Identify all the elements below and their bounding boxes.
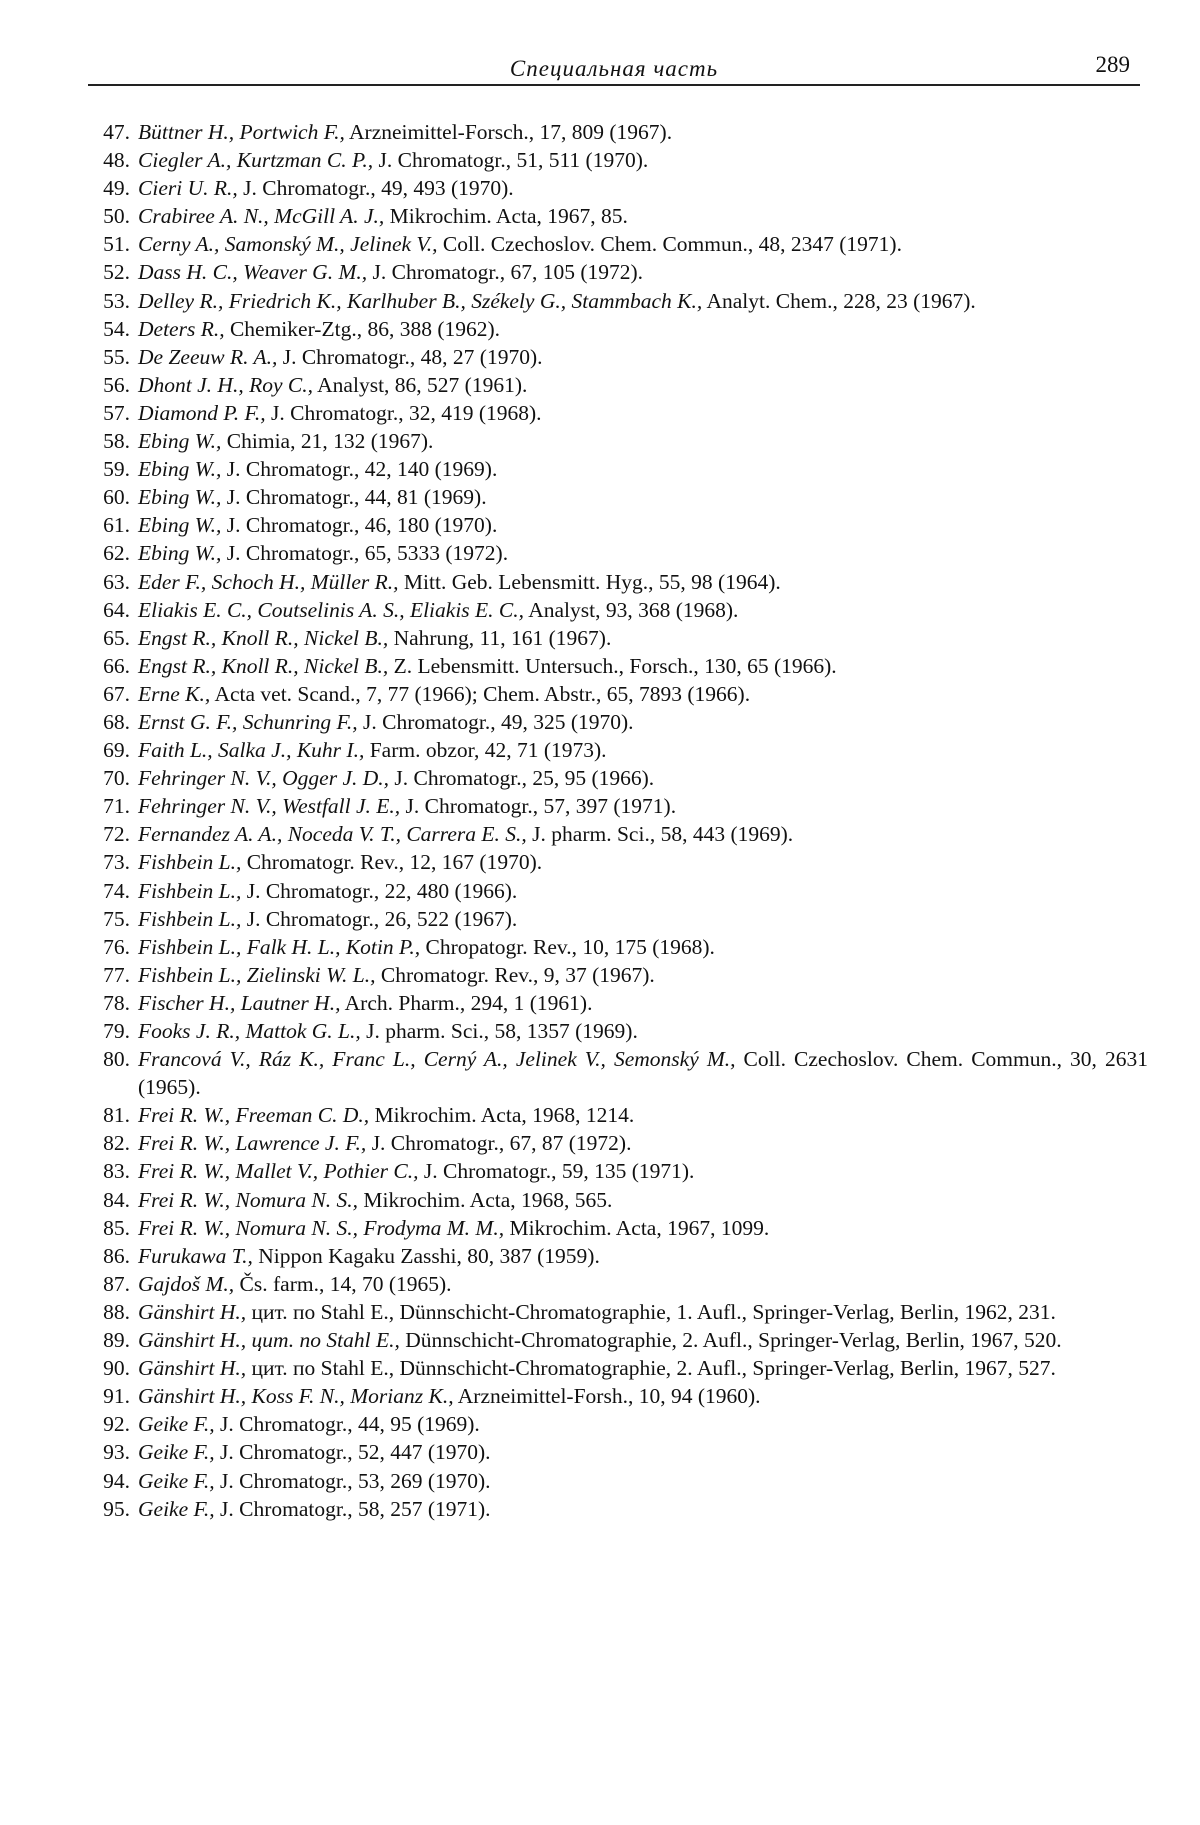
- reference-number: 77.: [103, 962, 130, 987]
- reference-citation: Z. Lebensmitt. Untersuch., Forsch., 130, 65 (1966).: [388, 653, 837, 678]
- reference-item: [88, 933, 1148, 961]
- reference-authors: Ciegler A., Kurtzman C. P.,: [138, 148, 374, 173]
- reference-number: 73.: [103, 850, 130, 875]
- reference-authors: Eliakis E. C., Coutselinis A. S., Eliakis E. C.,: [138, 597, 525, 622]
- reference-item: [88, 877, 1148, 905]
- reference-number: 48.: [103, 148, 130, 173]
- reference-item: [88, 315, 1148, 343]
- reference-authors: Fischer H., Lautner H.,: [138, 990, 341, 1015]
- reference-citation: Coll. Czechoslov. Chem. Commun., 30, 2631 (1965).: [138, 1047, 1148, 1100]
- reference-authors: Crabiree A. N., McGill A. J.,: [138, 204, 385, 229]
- reference-item: [88, 764, 1148, 792]
- reference-number: 83.: [103, 1159, 130, 1184]
- reference-citation: Arch. Pharm., 294, 1 (1961).: [340, 990, 593, 1015]
- reference-citation: Mitt. Geb. Lebensmitt. Hyg., 55, 98 (1964).: [398, 569, 781, 594]
- reference-item: [88, 539, 1148, 567]
- page-header: [88, 52, 1140, 86]
- reference-item: [88, 1017, 1148, 1045]
- reference-citation: Dünnschicht-Chromatographie, 2. Aufl., Springer-Verlag, Berlin, 1967, 520.: [399, 1328, 1062, 1353]
- reference-number: 71.: [103, 794, 130, 819]
- reference-number: 56.: [103, 372, 130, 397]
- reference-number: 72.: [103, 822, 130, 847]
- reference-authors: Frei R. W., Nomura N. S.,: [138, 1187, 358, 1212]
- reference-citation: J. Chromatogr., 44, 81 (1969).: [221, 485, 487, 510]
- reference-number: 69.: [103, 738, 130, 763]
- reference-citation: Analyst, 86, 527 (1961).: [312, 372, 528, 397]
- reference-citation: J. Chromatogr., 48, 27 (1970).: [277, 344, 543, 369]
- reference-number: 68.: [103, 709, 130, 734]
- reference-citation: J. Chromatogr., 42, 140 (1969).: [221, 457, 498, 482]
- reference-citation: Acta vet. Scand., 7, 77 (1966); Chem. Abstr., 65, 7893 (1966).: [210, 681, 751, 706]
- reference-authors: Frei R. W., Lawrence J. F.,: [138, 1131, 367, 1156]
- reference-number: 94.: [103, 1468, 130, 1493]
- reference-item: [88, 455, 1148, 483]
- reference-citation: J. Chromatogr., 26, 522 (1967).: [241, 906, 518, 931]
- reference-item: [88, 1270, 1148, 1298]
- reference-citation: Chromatogr. Rev., 9, 37 (1967).: [375, 962, 655, 987]
- reference-citation: J. Chromatogr., 58, 257 (1971).: [214, 1496, 491, 1521]
- reference-number: 76.: [103, 934, 130, 959]
- reference-item: [88, 287, 1148, 315]
- reference-item: [88, 1382, 1148, 1410]
- reference-number: 54.: [103, 316, 130, 341]
- reference-authors: Büttner H., Portwich F.,: [138, 120, 345, 144]
- running-title: Специальная часть: [509, 56, 719, 81]
- reference-citation: Chimia, 21, 132 (1967).: [221, 429, 434, 454]
- reference-authors: Fishbein L.,: [138, 906, 242, 931]
- reference-item: [88, 680, 1148, 708]
- reference-number: 93.: [103, 1440, 130, 1465]
- reference-authors: Gajdoš M.,: [138, 1271, 235, 1296]
- reference-number: 57.: [103, 400, 130, 425]
- reference-citation: J. Chromatogr., 59, 135 (1971).: [418, 1159, 695, 1184]
- reference-authors: De Zeeuw R. A.,: [138, 344, 278, 369]
- reference-number: 89.: [103, 1328, 130, 1353]
- reference-authors: Ernst G. F., Schunring F.,: [138, 709, 358, 734]
- reference-number: 87.: [103, 1271, 130, 1296]
- reference-number: 86.: [103, 1243, 130, 1268]
- reference-authors: Fehringer N. V., Ogger J. D.,: [138, 766, 390, 791]
- reference-citation: J. Chromatogr., 25, 95 (1966).: [389, 766, 655, 791]
- reference-item: [88, 596, 1148, 624]
- reference-item: [88, 708, 1148, 736]
- reference-number: 50.: [103, 204, 130, 229]
- reference-item: [88, 343, 1148, 371]
- reference-citation: Mikrochim. Acta, 1967, 85.: [384, 204, 628, 229]
- reference-number: 59.: [103, 457, 130, 482]
- reference-number: 64.: [103, 597, 130, 622]
- reference-item: [88, 624, 1148, 652]
- reference-authors: Dass H. C., Weaver G. M.,: [138, 260, 368, 285]
- reference-number: 62.: [103, 541, 130, 566]
- reference-item: [88, 1298, 1148, 1326]
- reference-item: [88, 483, 1148, 511]
- reference-citation: Arzneimittel-Forsch., 17, 809 (1967).: [344, 120, 673, 144]
- reference-item: [88, 820, 1148, 848]
- reference-number: 92.: [103, 1412, 130, 1437]
- reference-number: 52.: [103, 260, 130, 285]
- reference-number: 78.: [103, 990, 130, 1015]
- reference-citation: J. Chromatogr., 67, 105 (1972).: [367, 260, 644, 285]
- reference-item: [88, 427, 1148, 455]
- reference-item: [88, 989, 1148, 1017]
- reference-item: [88, 146, 1148, 174]
- reference-authors: Fishbein L.,: [138, 878, 242, 903]
- reference-number: 65.: [103, 625, 130, 650]
- reference-number: 70.: [103, 766, 130, 791]
- reference-authors: Fishbein L.,: [138, 850, 242, 875]
- reference-number: 49.: [103, 176, 130, 201]
- reference-authors: Geike F.,: [138, 1440, 215, 1465]
- reference-item: [88, 1214, 1148, 1242]
- reference-number: 81.: [103, 1103, 130, 1128]
- reference-number: 51.: [103, 232, 130, 257]
- reference-item: [88, 258, 1148, 286]
- reference-number: 66.: [103, 653, 130, 678]
- reference-authors: Gänshirt H., цит. по Stahl E.,: [138, 1328, 400, 1353]
- reference-authors: Engst R., Knoll R., Nickel B.,: [138, 653, 389, 678]
- reference-item: [88, 905, 1148, 933]
- reference-authors: Furukawa T.,: [138, 1243, 253, 1268]
- reference-number: 55.: [103, 344, 130, 369]
- reference-citation: J. Chromatogr., 51, 511 (1970).: [373, 148, 649, 173]
- reference-citation: J. Chromatogr., 46, 180 (1970).: [221, 513, 498, 538]
- reference-authors: Engst R., Knoll R., Nickel B.,: [138, 625, 389, 650]
- reference-authors: Gänshirt H.,: [138, 1356, 247, 1381]
- reference-authors: Diamond P. F.,: [138, 400, 266, 425]
- reference-authors: Frei R. W., Nomura N. S., Frodyma M. M.,: [138, 1215, 505, 1240]
- reference-citation: J. Chromatogr., 57, 397 (1971).: [400, 794, 677, 819]
- reference-item: [88, 848, 1148, 876]
- reference-number: 61.: [103, 513, 130, 538]
- reference-item: [88, 1045, 1148, 1101]
- reference-citation: J. pharm. Sci., 58, 1357 (1969).: [360, 1019, 638, 1043]
- reference-citation: Mikrochim. Acta, 1967, 1099.: [504, 1215, 770, 1240]
- reference-number: 90.: [103, 1356, 130, 1381]
- reference-citation: Analyt. Chem., 228, 23 (1967).: [702, 288, 976, 313]
- reference-citation: цит. по Stahl E., Dünnschicht-Chromatographie, 1. Aufl., Springer-Verlag, Berlin, 1962, 231.: [246, 1299, 1056, 1324]
- reference-authors: Gänshirt H., Koss F. N., Morianz K.,: [138, 1384, 454, 1409]
- reference-item: [88, 1157, 1148, 1185]
- reference-citation: Analyst, 93, 368 (1968).: [524, 597, 739, 622]
- reference-item: [88, 961, 1148, 989]
- reference-item: [88, 1101, 1148, 1129]
- reference-authors: Gänshirt H.,: [138, 1299, 247, 1324]
- reference-authors: Fernandez A. A., Noceda V. T., Carrera E. S.,: [138, 822, 527, 847]
- reference-item: [88, 118, 1148, 146]
- reference-item: [88, 652, 1148, 680]
- reference-item: [88, 174, 1148, 202]
- reference-authors: Geike F.,: [138, 1468, 215, 1493]
- reference-authors: Francová V., Ráz K., Franc L., Cerný A., Jelinek V., Semonský M.,: [138, 1047, 736, 1072]
- reference-number: 84.: [103, 1187, 130, 1212]
- reference-number: 67.: [103, 681, 130, 706]
- reference-item: [88, 792, 1148, 820]
- reference-item: [88, 1326, 1148, 1354]
- reference-citation: J. Chromatogr., 22, 480 (1966).: [241, 878, 518, 903]
- reference-item: [88, 202, 1148, 230]
- reference-authors: Dhont J. H., Roy C.,: [138, 372, 313, 397]
- reference-number: 47.: [103, 120, 130, 144]
- reference-item: [88, 230, 1148, 258]
- reference-citation: J. Chromatogr., 65, 5333 (1972).: [221, 541, 509, 566]
- reference-authors: Deters R.,: [138, 316, 225, 341]
- reference-citation: Mikrochim. Acta, 1968, 1214.: [369, 1103, 635, 1128]
- header-rule: [88, 84, 1140, 86]
- reference-number: 53.: [103, 288, 130, 313]
- reference-authors: Delley R., Friedrich K., Karlhuber B., Székely G., Stammbach K.,: [138, 288, 703, 313]
- reference-number: 75.: [103, 906, 130, 931]
- reference-authors: Fishbein L., Zielinski W. L.,: [138, 962, 376, 987]
- reference-number: 85.: [103, 1215, 130, 1240]
- reference-item: [88, 1186, 1148, 1214]
- reference-authors: Fehringer N. V., Westfall J. E.,: [138, 794, 401, 819]
- reference-number: 74.: [103, 878, 130, 903]
- reference-item: [88, 736, 1148, 764]
- reference-citation: J. Chromatogr., 49, 493 (1970).: [237, 176, 514, 201]
- reference-number: 60.: [103, 485, 130, 510]
- reference-citation: Mikrochim. Acta, 1968, 565.: [358, 1187, 613, 1212]
- reference-number: 58.: [103, 429, 130, 454]
- reference-citation: J. Chromatogr., 52, 447 (1970).: [214, 1440, 491, 1465]
- reference-authors: Frei R. W., Mallet V., Pothier C.,: [138, 1159, 419, 1184]
- reference-authors: Cieri U. R.,: [138, 176, 238, 201]
- reference-item: [88, 1129, 1148, 1157]
- reference-citation: Farm. obzor, 42, 71 (1973).: [364, 738, 607, 763]
- reference-number: 80.: [103, 1047, 130, 1072]
- reference-citation: J. Chromatogr., 32, 419 (1968).: [265, 400, 542, 425]
- reference-number: 88.: [103, 1299, 130, 1324]
- reference-number: 95.: [103, 1496, 130, 1521]
- reference-authors: Geike F.,: [138, 1412, 215, 1437]
- reference-authors: Ebing W.,: [138, 541, 222, 566]
- page-number: 289: [1095, 52, 1130, 77]
- reference-authors: Eder F., Schoch H., Müller R.,: [138, 569, 399, 594]
- reference-authors: Ebing W.,: [138, 485, 222, 510]
- reference-item: [88, 1410, 1148, 1438]
- reference-citation: J. Chromatogr., 67, 87 (1972).: [366, 1131, 632, 1156]
- reference-authors: Ebing W.,: [138, 513, 222, 538]
- reference-number: 91.: [103, 1384, 130, 1409]
- reference-citation: Coll. Czechoslov. Chem. Commun., 48, 2347 (1971).: [437, 232, 902, 257]
- reference-citation: J. Chromatogr., 49, 325 (1970).: [357, 709, 634, 734]
- reference-authors: Fooks J. R., Mattok G. L.,: [138, 1019, 361, 1043]
- reference-list: [88, 118, 1148, 1523]
- reference-item: [88, 568, 1148, 596]
- reference-item: [88, 1438, 1148, 1466]
- reference-citation: J. Chromatogr., 44, 95 (1969).: [214, 1412, 480, 1437]
- reference-citation: Chemiker-Ztg., 86, 388 (1962).: [224, 316, 501, 341]
- reference-citation: J. Chromatogr., 53, 269 (1970).: [214, 1468, 491, 1493]
- reference-item: [88, 511, 1148, 539]
- reference-authors: Frei R. W., Freeman C. D.,: [138, 1103, 370, 1128]
- reference-number: 82.: [103, 1131, 130, 1156]
- reference-citation: J. pharm. Sci., 58, 443 (1969).: [526, 822, 794, 847]
- reference-item: [88, 1495, 1148, 1523]
- reference-item: [88, 1354, 1148, 1382]
- reference-citation: Arzneimittel-Forsh., 10, 94 (1960).: [453, 1384, 761, 1409]
- reference-number: 79.: [103, 1019, 130, 1043]
- reference-citation: Čs. farm., 14, 70 (1965).: [234, 1271, 452, 1296]
- reference-citation: Nippon Kagaku Zasshi, 80, 387 (1959).: [252, 1243, 600, 1268]
- reference-authors: Ebing W.,: [138, 457, 222, 482]
- reference-authors: Geike F.,: [138, 1496, 215, 1521]
- reference-authors: Ebing W.,: [138, 429, 222, 454]
- reference-citation: Nahrung, 11, 161 (1967).: [388, 625, 612, 650]
- reference-number: 63.: [103, 569, 130, 594]
- reference-citation: Chropatogr. Rev., 10, 175 (1968).: [420, 934, 715, 959]
- reference-item: [88, 371, 1148, 399]
- reference-item: [88, 399, 1148, 427]
- reference-item: [88, 1467, 1148, 1495]
- reference-citation: цит. по Stahl E., Dünnschicht-Chromatographie, 2. Aufl., Springer-Verlag, Berlin, 1967, 527.: [246, 1356, 1056, 1381]
- reference-item: [88, 1242, 1148, 1270]
- reference-authors: Erne K.,: [138, 681, 211, 706]
- reference-authors: Cerny A., Samonský M., Jelinek V.,: [138, 232, 438, 257]
- reference-authors: Faith L., Salka J., Kuhr I.,: [138, 738, 365, 763]
- reference-citation: Chromatogr. Rev., 12, 167 (1970).: [241, 850, 543, 875]
- reference-authors: Fishbein L., Falk H. L., Kotin P.,: [138, 934, 421, 959]
